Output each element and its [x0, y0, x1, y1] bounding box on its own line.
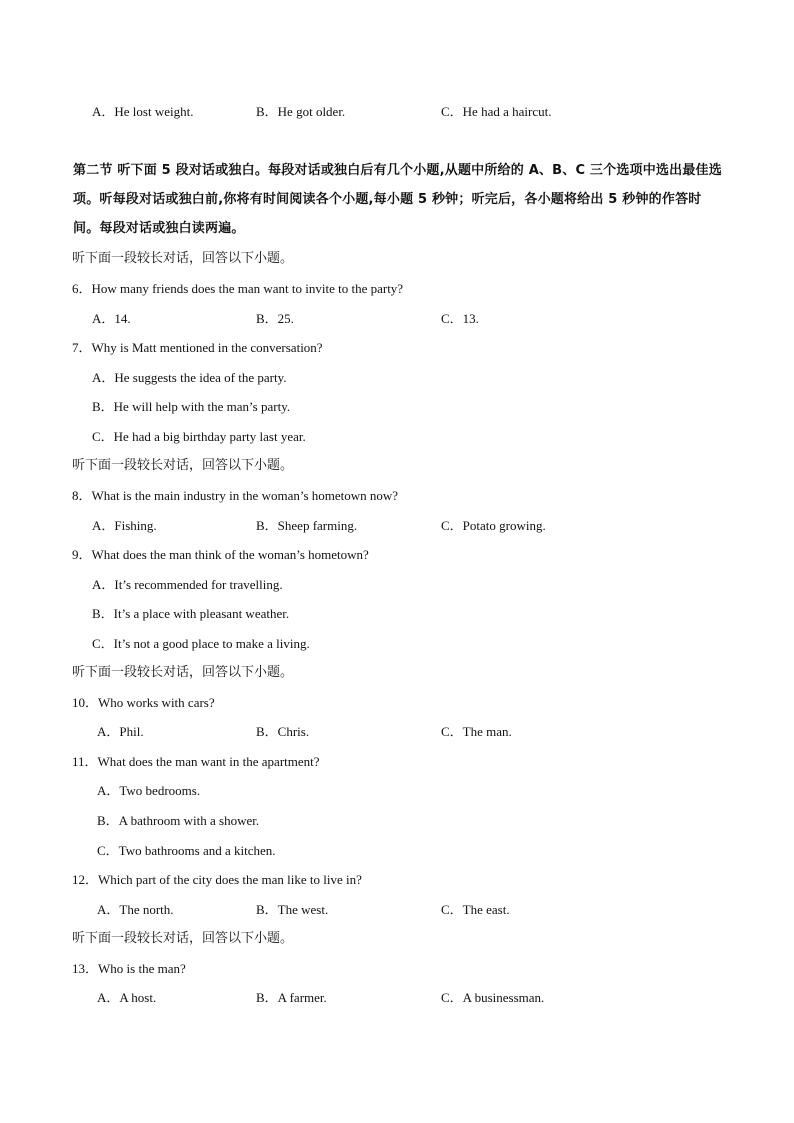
- q11-option-b: B．A bathroom with a shower.: [97, 813, 260, 828]
- q6-option-b: B．25.: [256, 311, 294, 326]
- q13-option-b: B．A farmer.: [256, 990, 327, 1005]
- q11-option-a: A．Two bedrooms.: [97, 783, 201, 798]
- question-13: 13．Who is the man?: [72, 961, 186, 976]
- question-12: 12．Which part of the city does the man like to live in?: [72, 872, 362, 887]
- question-11: 11．What does the man want in the apartment?: [72, 754, 320, 769]
- instruction-text: 听下面一段较长对话，回答以下小题。: [72, 251, 294, 266]
- q9-option-c: C．It’s not a good place to make a living.: [92, 636, 310, 651]
- q5-option-c: C．He had a haircut.: [441, 104, 552, 119]
- question-10: 10．Who works with cars?: [72, 695, 215, 710]
- q8-option-a: A．Fishing.: [92, 518, 157, 533]
- q6-option-a: A．14.: [92, 311, 131, 326]
- q12-option-a: A．The north.: [97, 902, 174, 917]
- instruction-text: 听下面一段较长对话，回答以下小题。: [72, 931, 294, 946]
- instruction-text: 听下面一段较长对话，回答以下小题。: [72, 458, 294, 473]
- q7-option-c: C．He had a big birthday party last year.: [92, 429, 306, 444]
- q10-option-c: C．The man.: [441, 724, 512, 739]
- q8-option-b: B．Sheep farming.: [256, 518, 358, 533]
- q5-option-b: B．He got older.: [256, 104, 346, 119]
- q5-option-a: A．He lost weight.: [92, 104, 194, 119]
- q10-option-b: B．Chris.: [256, 724, 310, 739]
- q13-option-c: C．A businessman.: [441, 990, 545, 1005]
- q8-option-c: C．Potato growing.: [441, 518, 546, 533]
- q9-option-b: B．It’s a place with pleasant weather.: [92, 606, 290, 621]
- q11-option-c: C．Two bathrooms and a kitchen.: [97, 843, 276, 858]
- q12-option-b: B．The west.: [256, 902, 329, 917]
- q7-option-a: A．He suggests the idea of the party.: [92, 370, 287, 385]
- q7-option-b: B．He will help with the man’s party.: [92, 399, 291, 414]
- section-2-header: 第二节 听下面 5 段对话或独白。每段对话或独白后有几个小题,从题中所给的 A、B、C 三个选项中选出最佳选项。听每段对话或独白前,你将有时间阅读各个小题,每小题 5 秒钟；听完后，各小题将给出 5 秒钟的作答时间。每段对话或独白读两遍。: [73, 163, 722, 236]
- instruction-text: 听下面一段较长对话，回答以下小题。: [72, 665, 294, 680]
- q10-option-a: A．Phil.: [97, 724, 144, 739]
- question-7: 7．Why is Matt mentioned in the conversation?: [72, 340, 323, 355]
- q6-option-c: C．13.: [441, 311, 479, 326]
- q13-option-a: A．A host.: [97, 990, 157, 1005]
- question-9: 9．What does the man think of the woman’s hometown?: [72, 547, 369, 562]
- question-6: 6．How many friends does the man want to invite to the party?: [72, 281, 404, 296]
- q9-option-a: A．It’s recommended for travelling.: [92, 577, 283, 592]
- question-8: 8．What is the main industry in the woman’s hometown now?: [72, 488, 399, 503]
- q12-option-c: C．The east.: [441, 902, 510, 917]
